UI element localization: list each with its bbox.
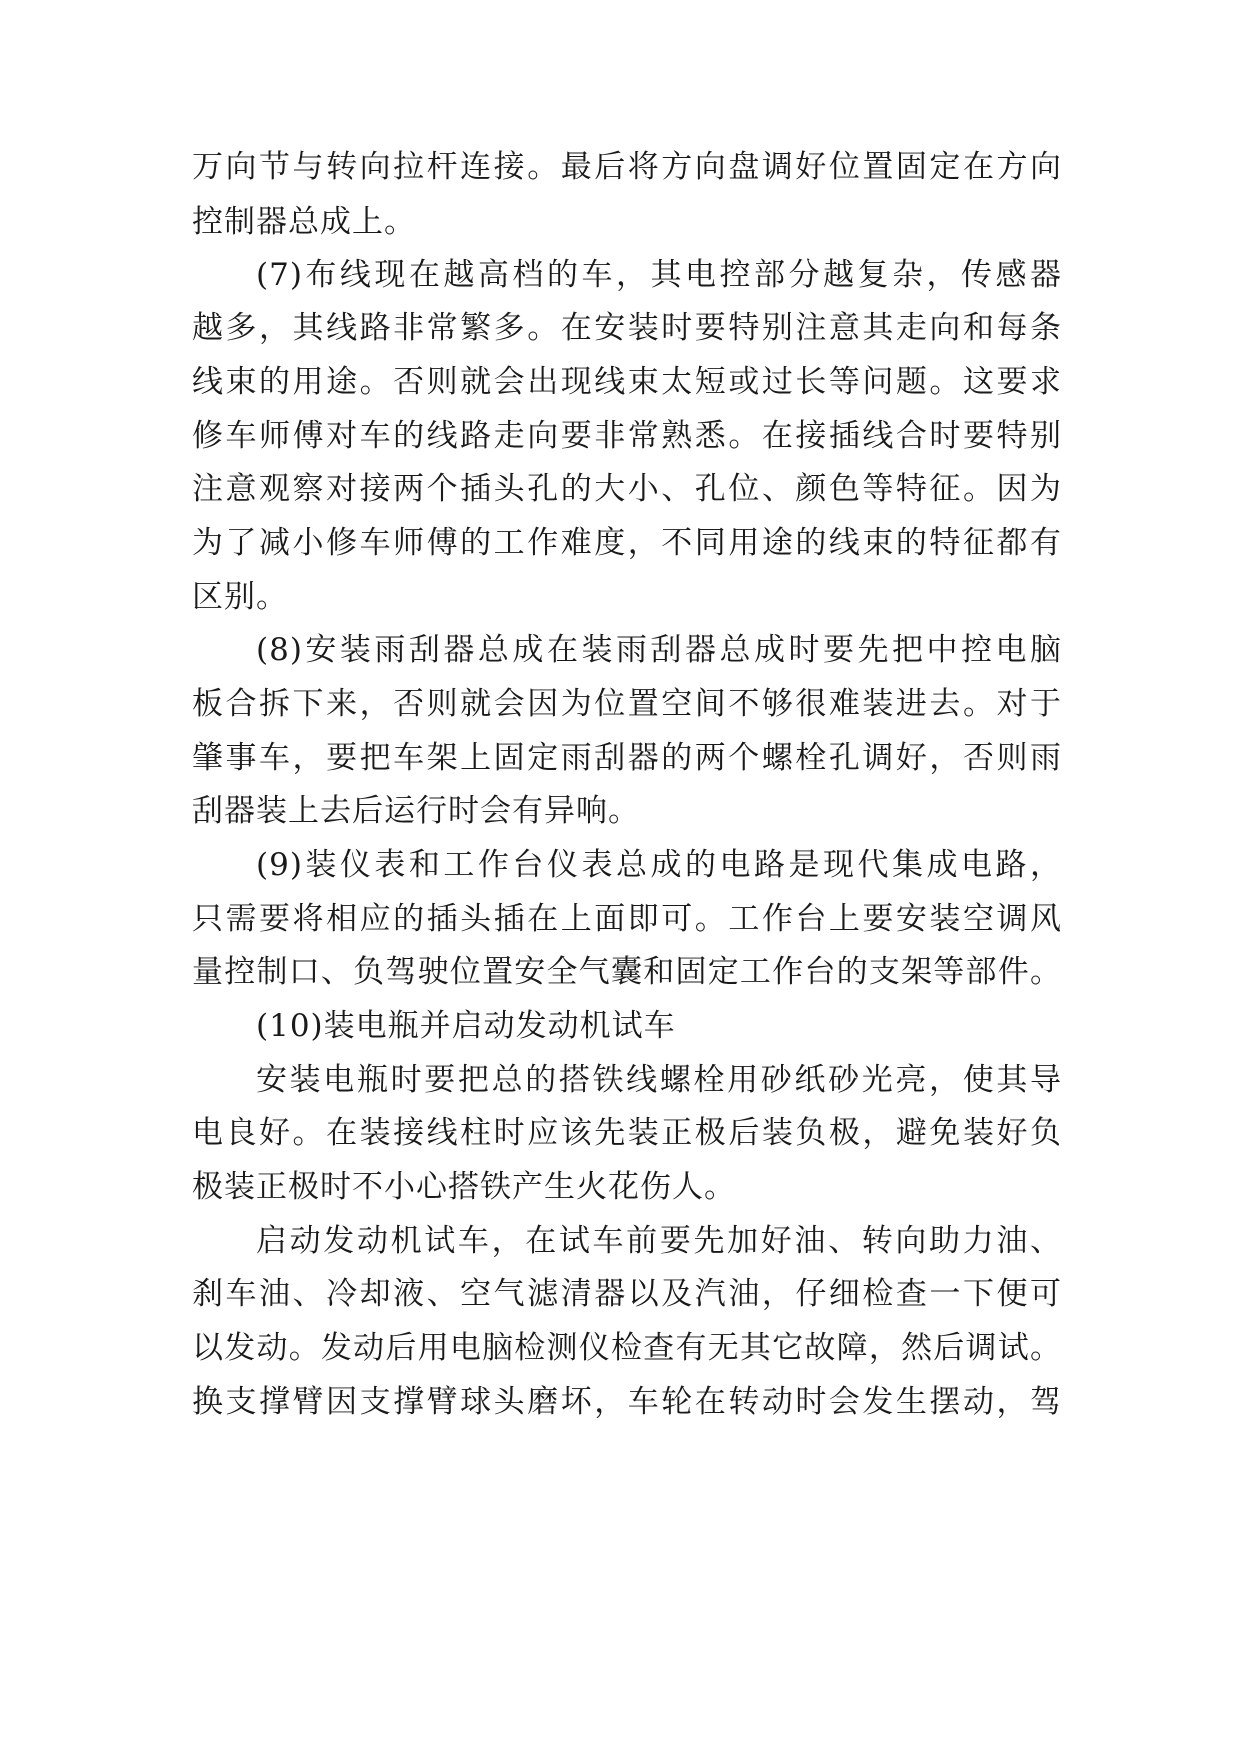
text-line: 肇事车，要把车架上固定雨刮器的两个螺栓孔调好，否则雨	[192, 740, 1062, 776]
text-line: 板合拆下来，否则就会因为位置空间不够很难装进去。对于	[192, 686, 1062, 722]
text-line: 换支撑臂因支撑臂球头磨坏，车轮在转动时会发生摆动，驾	[192, 1384, 1062, 1420]
text-line: 安装电瓶时要把总的搭铁线螺栓用砂纸砂光亮，使其导	[256, 1062, 1062, 1098]
text-line: 只需要将相应的插头插在上面即可。工作台上要安装空调风	[192, 901, 1062, 937]
text-line: 注意观察对接两个插头孔的大小、孔位、颜色等特征。因为	[192, 471, 1062, 507]
text-line: 电良好。在装接线柱时应该先装正极后装负极，避免装好负	[192, 1115, 1062, 1151]
text-line: 控制器总成上。	[192, 204, 416, 240]
text-line: 为了减小修车师傅的工作难度，不同用途的线束的特征都有	[192, 525, 1062, 561]
text-line: 刮器装上去后运行时会有异响。	[192, 793, 640, 829]
text-line: 万向节与转向拉杆连接。最后将方向盘调好位置固定在方向	[192, 149, 1062, 185]
text-line: 修车师傅对车的线路走向要非常熟悉。在接插线合时要特别	[192, 418, 1062, 454]
text-line: 以发动。发动后用电脑检测仪检查有无其它故障，然后调试。	[192, 1330, 1062, 1366]
paragraph-10-heading: (10)装电瓶并启动发动机试车	[256, 1008, 676, 1044]
text-line: 区别。	[192, 579, 288, 615]
text-line: 越多，其线路非常繁多。在安装时要特别注意其走向和每条	[192, 310, 1062, 346]
paragraph-8-heading: (8)安装雨刮器总成在装雨刮器总成时要先把中控电脑	[256, 632, 1062, 668]
text-line: 线束的用途。否则就会出现线束太短或过长等问题。这要求	[192, 364, 1062, 400]
text-line: 刹车油、冷却液、空气滤清器以及汽油，仔细检查一下便可	[192, 1276, 1062, 1312]
text-line: 量控制口、负驾驶位置安全气囊和固定工作台的支架等部件。	[192, 954, 1062, 990]
text-line: 启动发动机试车，在试车前要先加好油、转向助力油、	[256, 1223, 1062, 1259]
paragraph-9-heading: (9)装仪表和工作台仪表总成的电路是现代集成电路，	[256, 847, 1062, 883]
paragraph-7-heading: (7)布线现在越高档的车，其电控部分越复杂，传感器	[256, 257, 1062, 293]
text-line: 极装正极时不小心搭铁产生火花伤人。	[192, 1169, 736, 1205]
